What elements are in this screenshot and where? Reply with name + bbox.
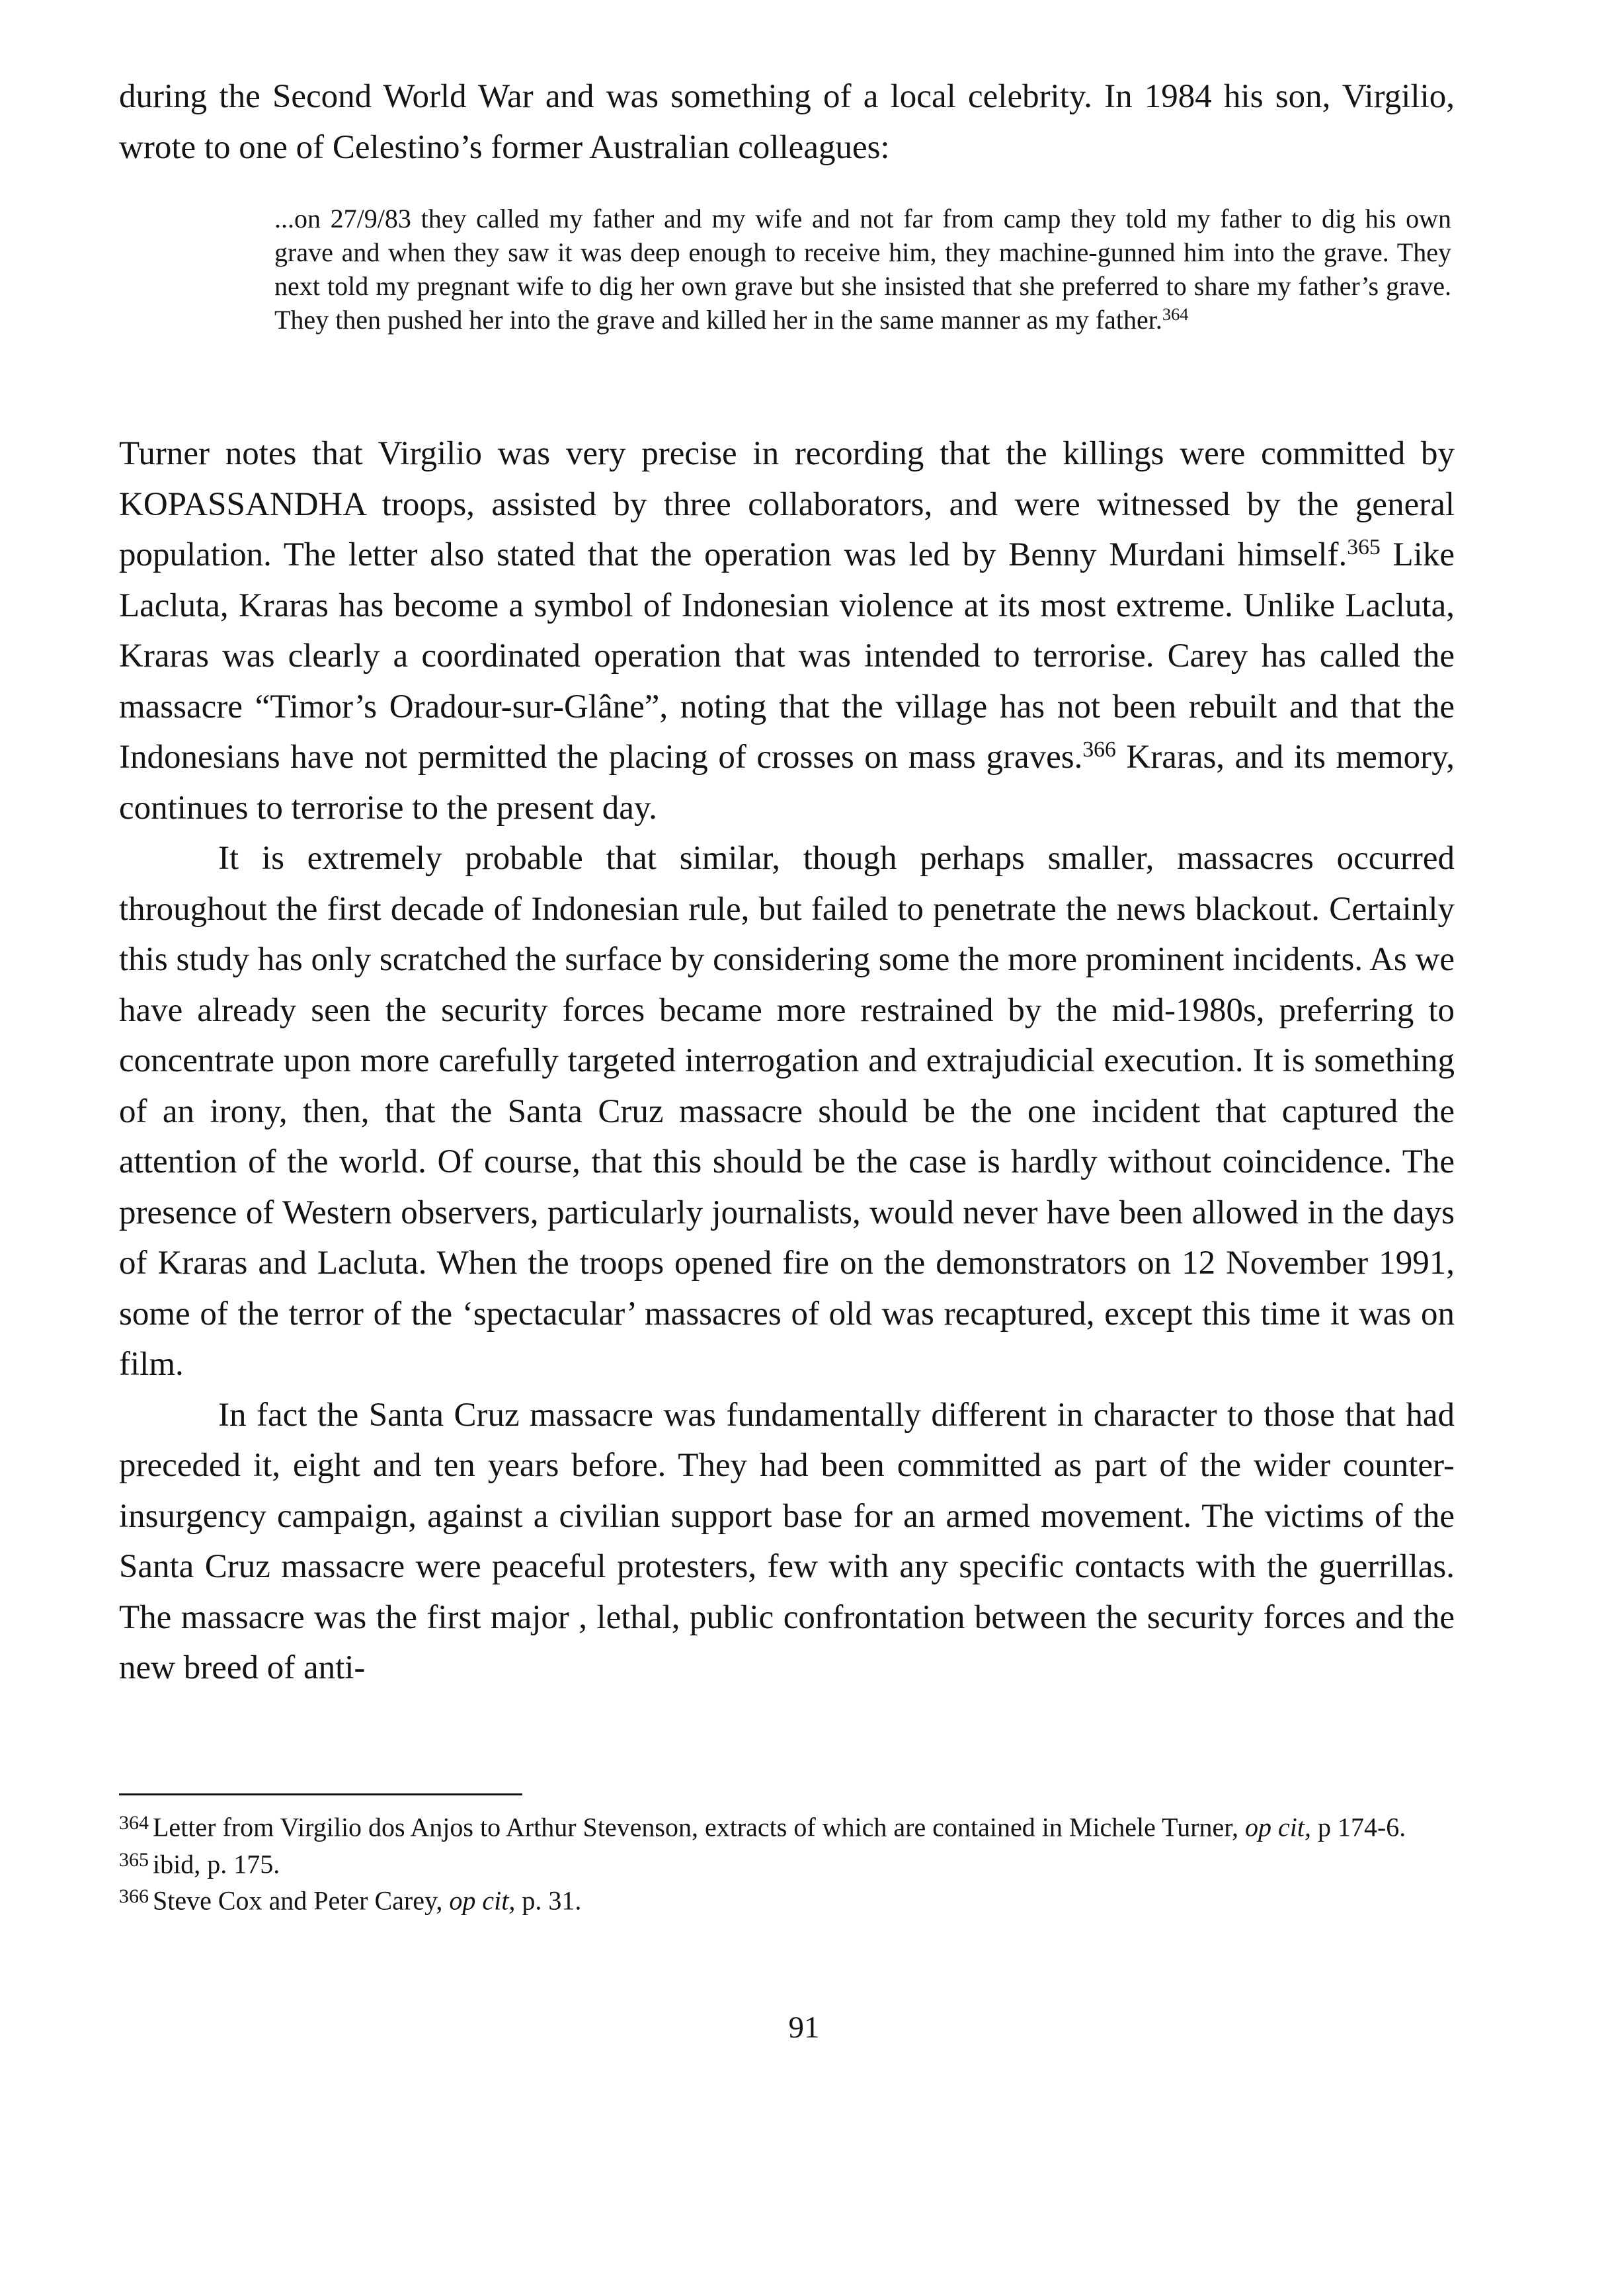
block-quote bbox=[274, 202, 1451, 337]
paragraph-continuation: during the Second World War and was something of a local celebrity. In 1984 his son, Virgilio, wrote to one of Celestino’s former Australian colleagues: bbox=[119, 78, 1455, 166]
footnote-366 bbox=[119, 1880, 1461, 1917]
footnote-ref-365: 365 bbox=[1347, 535, 1381, 560]
footnote-364 bbox=[119, 1807, 1461, 1844]
main-text-block bbox=[119, 429, 1455, 1694]
paragraph-in-fact: In fact the Santa Cruz massacre was fundamentally different in character to those that had preceded it, eight and ten years before. They had been committed as part of the wider counter-insurgency campaign, against a civilian support base for an armed movement. The victims of the Santa Cruz massacre were peaceful protesters, few with any specific contacts with the guerrillas. The massacre was the first major , lethal, public confrontation between the security forces and the new breed of anti- bbox=[119, 1396, 1455, 1686]
turner-text-3: Kraras, and its memory, continues to terrorise to the present day. bbox=[119, 739, 1455, 827]
footnote-text: ibid, p. 175. bbox=[153, 1849, 280, 1879]
turner-text-1: Turner notes that Virgilio was very precise in recording that the killings were committed by KOPASSANDHA troops, assisted by three collaborators, and were witnessed by the general population. The letter also stated that the operation was led by Benny Murdani himself. bbox=[119, 435, 1455, 573]
footnote-number: 365 bbox=[119, 1848, 149, 1871]
footnote-number: 366 bbox=[119, 1885, 149, 1907]
footnote-365 bbox=[119, 1844, 1461, 1881]
footnote-text: Steve Cox and Peter Carey, bbox=[153, 1885, 450, 1916]
paragraph-probable: It is extremely probable that similar, though perhaps smaller, massacres occurred throughout the first decade of Indonesian rule, but failed to penetrate the news blackout. Certainly this study has only scratched the surface by considering some the more prominent incidents. As we have already seen the security forces became more restrained by the mid-1980s, preferring to concentrate upon more carefully targeted interrogation and extrajudicial execution. It is something of an irony, then, that the Santa Cruz massacre should be the one incident that captured the attention of the world. Of course, that this should be the case is hardly without coincidence. The presence of Western observers, particularly journalists, would never have been allowed in the days of Kraras and Lacluta. When the troops opened fire on the demonstrators on 12 November 1991, some of the terror of the ‘spectacular’ massacres of old was recaptured, except this time it was on film. bbox=[119, 840, 1455, 1383]
footnote-number: 364 bbox=[119, 1812, 149, 1834]
quote-text: ...on 27/9/83 they called my father and my wife and not far from camp they told my father to dig his own grave and when they saw it was deep enough to receive him, they machine-gunned him into the grave. They next told my pregnant wife to dig her own grave but she insisted that she preferred to share my father’s grave. They then pushed her into the grave and killed her in the same manner as my father. bbox=[274, 204, 1451, 335]
footnote-italic: op cit, bbox=[449, 1885, 516, 1916]
paragraph-turner bbox=[119, 429, 1455, 833]
quote-footnote-ref: 364 bbox=[1162, 304, 1189, 324]
page-number: 91 bbox=[788, 2010, 820, 2045]
footnote-text: Letter from Virgilio dos Anjos to Arthur Stevenson, extracts of which are contained in Michele Turner, bbox=[153, 1812, 1245, 1842]
turner-text-2: Like Lacluta, Kraras has become a symbol of Indonesian violence at its most extreme. Unlike Lacluta, Kraras was clearly a coordinated operation that was intended to terrorise. Carey has called the massacre “Timor’s Oradour-sur-Glâne”, noting that the village has not been rebuilt and that the Indonesians have not permitted the placing of crosses on mass graves. bbox=[119, 536, 1455, 776]
footnote-divider bbox=[119, 1793, 522, 1795]
footnote-italic: op cit, bbox=[1245, 1812, 1311, 1842]
footnotes bbox=[119, 1807, 1461, 1917]
opening-paragraph-block bbox=[119, 71, 1455, 173]
footnote-tail: p 174-6. bbox=[1310, 1812, 1406, 1842]
footnote-ref-366: 366 bbox=[1082, 737, 1116, 762]
footnote-tail: p. 31. bbox=[515, 1885, 582, 1916]
